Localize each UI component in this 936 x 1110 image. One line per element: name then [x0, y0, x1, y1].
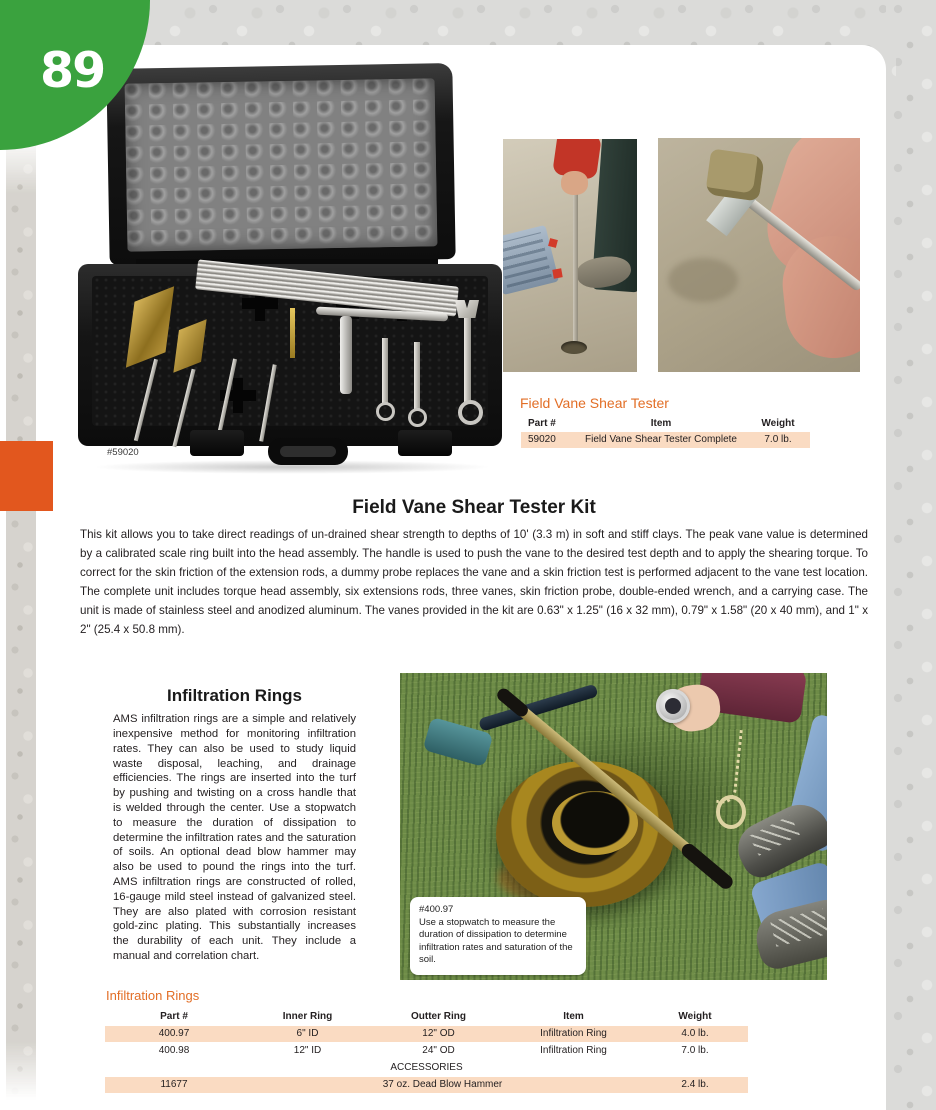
stopwatch-cord-loop	[716, 795, 746, 829]
table-cell: 400.98	[158, 1045, 190, 1056]
case-latch	[398, 430, 452, 456]
col-header-item: Item	[563, 1011, 584, 1022]
photo-caption-text: Use a stopwatch to measure the duration of dissipation to determine infiltration rates and saturation of the soil.	[419, 916, 573, 966]
wrench-ring	[408, 408, 427, 427]
stopwatch-cord	[716, 728, 743, 805]
carrying-case-on-ground	[503, 225, 559, 295]
table-cell: Infiltration Ring	[505, 1026, 642, 1042]
table-cell: 4.0 lb.	[642, 1026, 748, 1042]
kit-description: This kit allows you to take direct readings of un-drained shear strength to depths of 10' (3.3 m) in soft and stiff clays. The peak vane value is determined by a calibrated scale ring built into the head assembly. The handle is used to push the vane to the desired test depth and to apply the shearing torque. To correct for the skin friction of the extension rods, a dummy probe replaces the vane and a skin friction test is performed adjacent to the vane test location. The complete unit includes torque head assembly, six extensions rods, three vanes, skin friction probe, double-ended wrench, and a carrying case. The unit is made of stainless steel and anodized aluminum. The vanes provided in the kit are 0.63" x 1.25" (16 x 32 mm), 0.79" x 1.58" (20 x 40 mm), and 1" x 2" (25.4 x 50.8 mm).	[80, 527, 868, 636]
photo-vane-tester-kit-case	[78, 58, 502, 473]
red-marker	[548, 238, 558, 248]
case-latch	[190, 430, 244, 456]
wrench	[382, 338, 388, 404]
bore-hole	[561, 341, 587, 354]
sneaker-laces	[749, 815, 800, 855]
col-header-part: Part #	[160, 1011, 188, 1022]
photo-caption-part-number: #400.97	[419, 904, 454, 915]
table-cell-weight: 7.0 lb.	[746, 432, 810, 448]
table-cell: 24" OD	[422, 1045, 455, 1056]
brass-pin	[290, 308, 295, 358]
page-title: Field Vane Shear Tester Kit	[352, 496, 596, 518]
table-cell-item: Field Vane Shear Tester Complete	[576, 432, 746, 448]
col-header-weight: Weight	[678, 1011, 712, 1022]
photo-vane-field-test	[503, 139, 637, 372]
red-marker	[552, 268, 562, 278]
table-cell-part: 59020	[521, 432, 576, 448]
infiltration-table-title: Infiltration Rings	[106, 988, 200, 1003]
vane-table-title: Field Vane Shear Tester	[520, 395, 669, 411]
accessories-label: ACCESSORIES	[390, 1062, 463, 1073]
table-cell: Infiltration Ring	[540, 1045, 607, 1056]
table-cell: 7.0 lb.	[681, 1045, 709, 1056]
page-number: 89	[40, 42, 105, 99]
col-header-part: Part #	[528, 418, 556, 429]
table-cell: 37 oz. Dead Blow Hammer	[243, 1077, 642, 1093]
torque-head-body	[340, 316, 352, 394]
page-edge-texture-right	[886, 0, 936, 1110]
foam-cutout	[242, 298, 278, 309]
operator-hand	[561, 171, 588, 195]
table-cell: 2.4 lb.	[642, 1077, 748, 1093]
table-cell: 12" OD	[372, 1026, 505, 1042]
case-lid-foam	[125, 78, 438, 251]
case-handle-hole	[280, 446, 336, 457]
table-cell: 12" ID	[293, 1045, 322, 1056]
cross-handle-grip	[679, 841, 735, 892]
table-cell: 6" ID	[243, 1026, 372, 1042]
wrench	[414, 342, 420, 410]
col-header-item: Item	[650, 418, 672, 429]
stopwatch-face	[665, 698, 681, 714]
case-part-number-caption: #59020	[107, 447, 139, 458]
vane-rod	[573, 187, 578, 347]
photo-vane-closeup	[658, 138, 860, 372]
soil-blotch	[668, 258, 738, 302]
double-ended-wrench	[464, 316, 471, 402]
photo-infiltration-rings	[400, 673, 827, 980]
wrench-ring	[376, 402, 395, 421]
vane-tester-table-section	[518, 395, 818, 448]
page-edge-texture-left	[6, 135, 36, 1100]
case-lid	[106, 63, 455, 265]
col-header-outer-ring: Outter Ring	[411, 1011, 466, 1022]
table-cell: 400.97	[105, 1026, 243, 1042]
sneaker-laces	[770, 909, 827, 947]
wrench-ring	[458, 400, 483, 425]
soil-clod	[705, 148, 765, 201]
photo-caption-box	[410, 897, 586, 975]
section-index-tab	[0, 441, 53, 511]
col-header-inner-ring: Inner Ring	[282, 1011, 333, 1022]
infiltration-table	[105, 1009, 755, 1093]
col-header-weight: Weight	[761, 418, 795, 429]
table-cell: 11677	[105, 1077, 243, 1093]
infiltration-description: AMS infiltration rings are a simple and relatively inexpensive method for monitoring infiltration rates. They can also be used to study liquid waste disposal, leaching, and drainage efficiencies. The rings are inserted into the turf by pushing and twisting on a cross handle that is welded through the center. Use a stopwatch to measure the duration of dissipation to determine the infiltration rates and the saturation of soils. An optional dead blow hammer may also be used to pound the rings into the turf. AMS infiltration rings are constructed of rolled, 16-gauge mild steel instead of galvanized steel. They are also plated with corrosion resistant gold-zinc plating. This substantially increases the durability of each unit. They include a manual and correlation chart.	[113, 713, 356, 963]
infiltration-table-section	[105, 988, 755, 1093]
vane-table	[521, 416, 818, 448]
infiltration-section-title: Infiltration Rings	[166, 686, 303, 706]
